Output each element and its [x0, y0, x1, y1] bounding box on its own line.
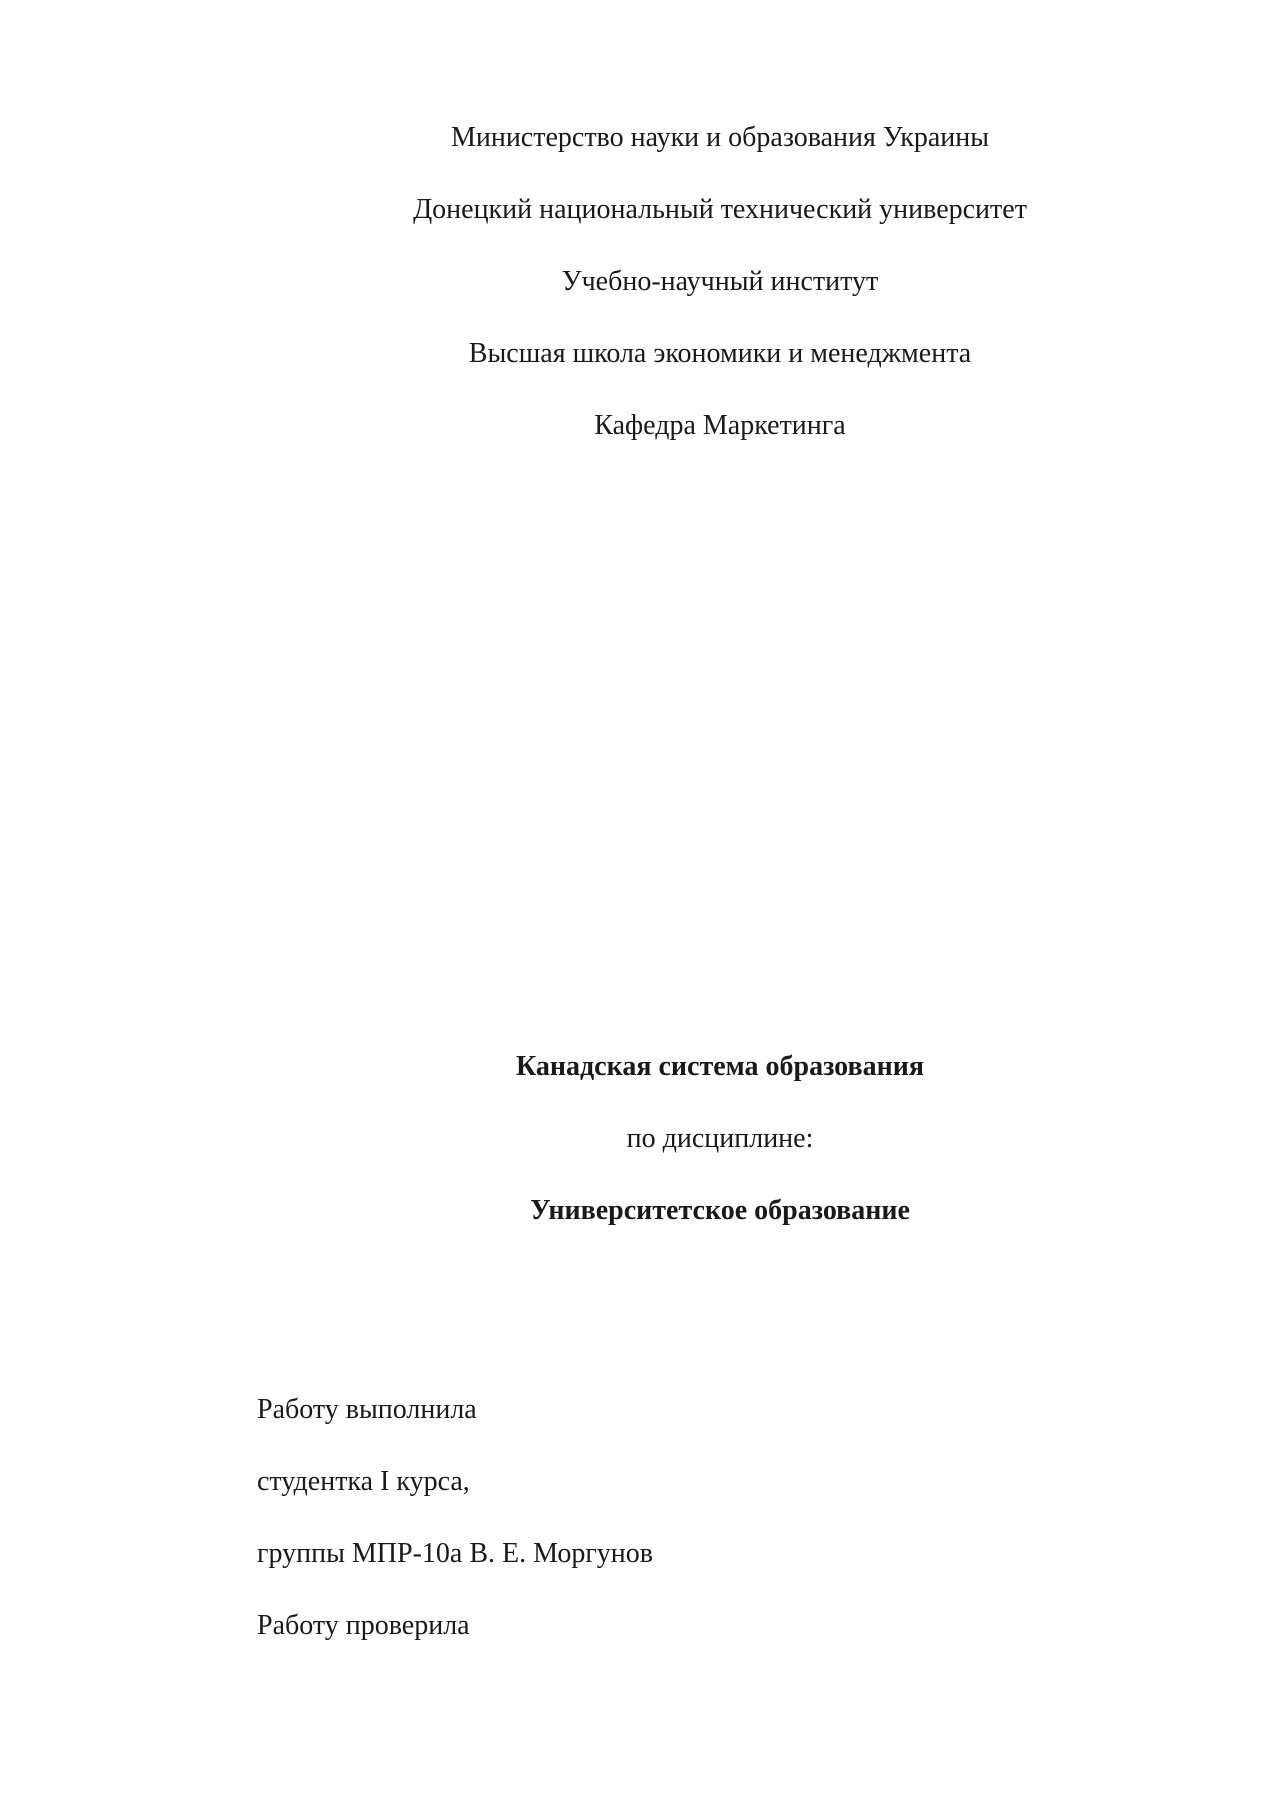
department-line: Кафедра Маркетинга: [594, 410, 846, 441]
group-line: группы МПР-10а В. Е. Моргунов: [257, 1538, 654, 1569]
student-line: студентка I курса,: [257, 1466, 470, 1497]
school-line: Высшая школа экономики и менеджмента: [468, 338, 972, 369]
done-by-line: Работу выполнила: [257, 1394, 477, 1425]
university-line: Донецкий национальный технический университет: [413, 194, 1027, 225]
discipline-label: по дисциплине:: [626, 1123, 814, 1154]
institute-line: Учебно-научный институт: [561, 266, 879, 297]
checked-by-line: Работу проверила: [257, 1610, 470, 1641]
ministry-line: Министерство науки и образования Украины: [450, 122, 990, 153]
discipline-name: Университетское образование: [530, 1195, 910, 1226]
document-title: Канадская система образования: [515, 1051, 925, 1082]
